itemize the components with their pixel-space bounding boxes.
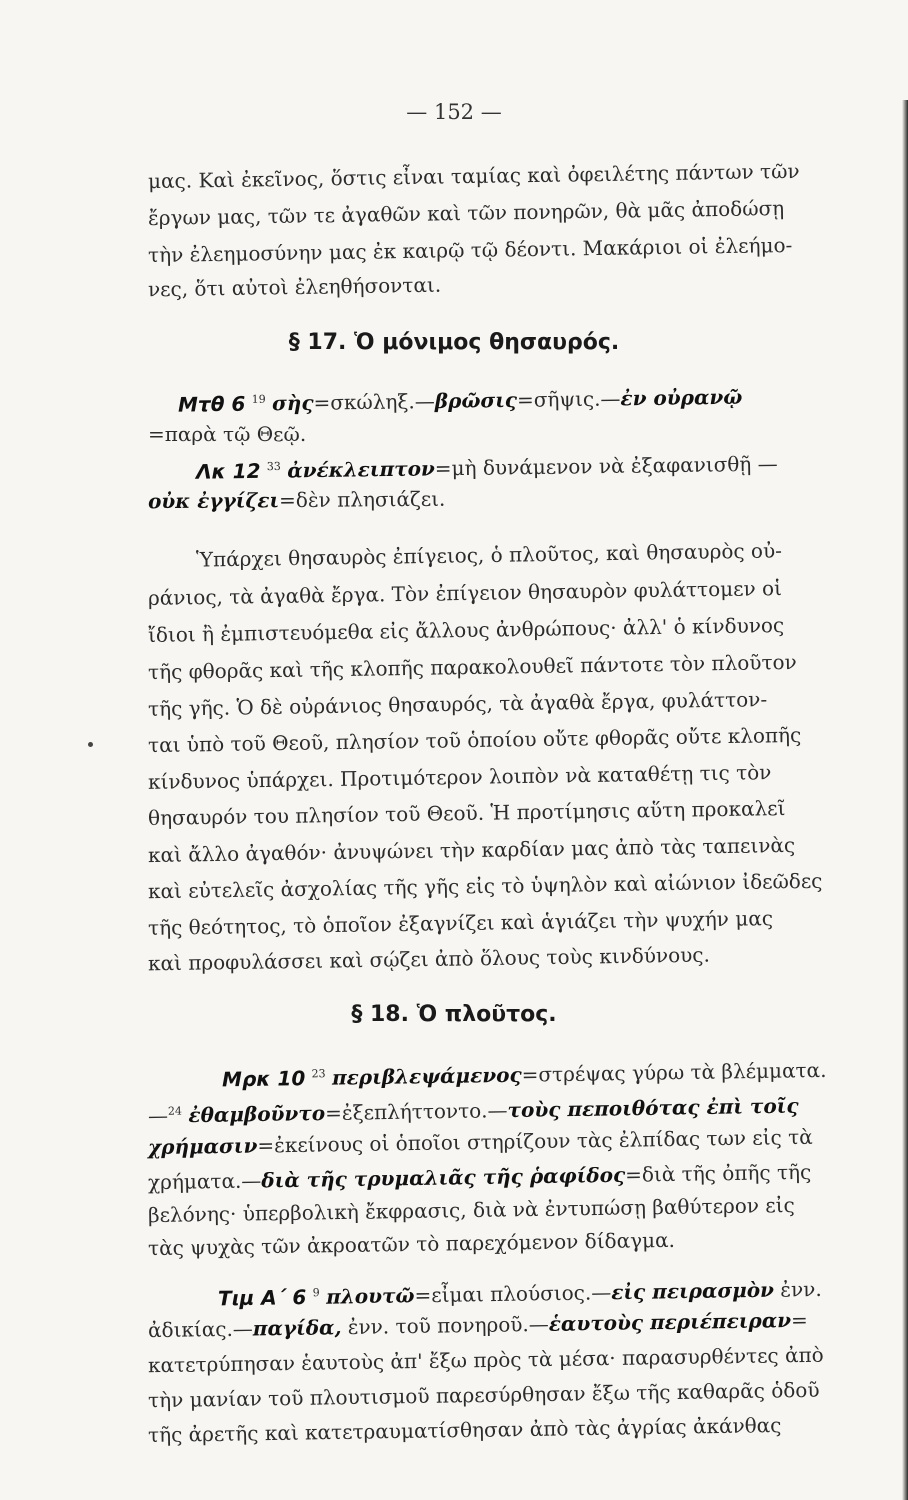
- text-line: καὶ προφυλάσσει καὶ σῴζει ἀπὸ ὅλους τοὺς κινδύνους.: [147, 942, 711, 976]
- text-line: ἴδιοι ἢ ἐμπιστευόμεθα εἰς ἄλλους ἀνθρώπους· ἀλλ' ὁ κίνδυνος: [147, 613, 785, 647]
- text-line: μας. Καὶ ἐκεῖνος, ὅστις εἶναι ταμίας καὶ ὀφειλέτης πάντων τῶν: [147, 158, 800, 194]
- text-line: ἔργων μας, τῶν τε ἀγαθῶν καὶ τῶν πονηρῶν, θὰ μᾶς ἀποδώσῃ: [147, 196, 785, 230]
- note-line: κατετρύπησαν ἑαυτοὺς ἀπ' ἔξω πρὸς τὰ μέσα· παρασυρθέντες ἀπὸ: [147, 1342, 824, 1378]
- note-line: Μτθ 6 $^{19}$ σὴς=σκώληξ.—βρῶσις=σῆψις.—ἐν οὐρανῷ: [177, 384, 743, 417]
- note-line: τὰς ψυχὰς τῶν ἀκροατῶν τὸ παρεχόμενον δίδαγμα.: [147, 1227, 676, 1261]
- section-heading: § 17. Ὁ μόνιμος θησαυρός.: [288, 330, 620, 355]
- text-line: κίνδυνος ὑπάρχει. Προτιμότερον λοιπὸν νὰ καταθέτῃ τις τὸν: [147, 760, 772, 794]
- text-line: τῆς θεότητος, τὸ ὁποῖον ἐξαγνίζει καὶ ἁγιάζει τὴν ψυχήν μας: [147, 906, 774, 940]
- page-edge-shadow: [902, 100, 908, 1500]
- note-line: Τιμ Α΄ 6 $^9$ πλουτῶ=εἶμαι πλούσιος.—εἰς πειρασμὸν ἐνν.: [217, 1276, 822, 1311]
- note-line: τὴν μανίαν τοῦ πλουτισμοῦ παρεσύρθησαν ἔξω τῆς καθαρᾶς ὁδοῦ: [147, 1377, 820, 1413]
- text-line: Ὑπάρχει θησαυρὸς ἐπίγειος, ὁ πλοῦτος, καὶ θησαυρὸς οὐ-: [195, 538, 783, 572]
- note-line: —$^{24}$ ἐθαμβοῦντο=ἐξεπλήττοντο.—τοὺς πεποιθότας ἐπὶ τοῖς: [147, 1093, 799, 1128]
- text-line: ται ὑπὸ τοῦ Θεοῦ, πλησίον τοῦ ὁποίου οὔτε φθορᾶς οὔτε κλοπῆς: [147, 722, 802, 758]
- note-line: χρήματα.—διὰ τῆς τρυμαλιᾶς τῆς ῥαφίδος=διὰ τῆς ὀπῆς τῆς: [147, 1159, 812, 1195]
- note-line: =παρὰ τῷ Θεῷ.: [148, 422, 307, 446]
- text-line: καὶ ἄλλο ἀγαθόν· ἀνυψώνει τὴν καρδίαν μας ἀπὸ τὰς ταπεινὰς: [147, 832, 796, 868]
- note-line: οὐκ ἐγγίζει=δὲν πλησιάζει.: [147, 486, 446, 514]
- text-line: νες, ὅτι αὐτοὶ ἐλεηθήσονται.: [147, 272, 442, 302]
- ink-speck: [88, 742, 93, 747]
- text-line: καὶ εὐτελεῖς ἀσχολίας τῆς γῆς εἰς τὸ ὑψηλὸν καὶ αἰώνιον ἰδεῶδες: [147, 868, 823, 904]
- text-line: τῆς γῆς. Ὁ δὲ οὐράνιος θησαυρός, τὰ ἀγαθὰ ἔργα, φυλάττον-: [147, 687, 768, 721]
- page-number: — 152 —: [406, 100, 502, 124]
- note-line: τῆς ἀρετῆς καὶ κατετραυματίσθησαν ἀπὸ τὰς ἀγρίας ἀκάνθας: [147, 1413, 782, 1447]
- text-line: τὴν ἐλεημοσύνην μας ἐκ καιρῷ τῷ δέοντι. Μακάριοι οἱ ἐλεήμο-: [147, 232, 793, 268]
- note-line: βελόνης· ὑπερβολικὴ ἔκφρασις, διὰ νὰ ἐντυπώσῃ βαθύτερον εἰς: [147, 1192, 795, 1228]
- section-heading: § 18. Ὁ πλοῦτος.: [351, 1002, 557, 1027]
- text-line: θησαυρόν του πλησίον τοῦ Θεοῦ. Ἡ προτίμησις αὕτη προκαλεῖ: [147, 795, 786, 831]
- note-line: Μρκ 10 $^{23}$ περιβλεψάμενος=στρέψας γύρω τὰ βλέμματα.: [221, 1057, 827, 1092]
- note-line: ἀδικίας.—παγίδα, ἐνν. τοῦ πονηροῦ.—ἑαυτοὺς περιέπειραν=: [147, 1307, 808, 1343]
- text-line: ράνιος, τὰ ἀγαθὰ ἔργα. Τὸν ἐπίγειον θησαυρὸν φυλάττομεν οἱ: [147, 576, 783, 610]
- note-line: Λκ 12 $^{33}$ ἀνέκλειπτον=μὴ δυνάμενον νὰ ἐξαφανισθῇ —: [195, 451, 778, 484]
- note-line: χρήμασιν=ἐκείνους οἱ ὁποῖοι στηρίζουν τὰς ἐλπίδας των εἰς τὰ: [147, 1124, 813, 1160]
- text-line: τῆς φθορᾶς καὶ τῆς κλοπῆς παρακολουθεῖ πάντοτε τὸν πλοῦτον: [147, 649, 797, 685]
